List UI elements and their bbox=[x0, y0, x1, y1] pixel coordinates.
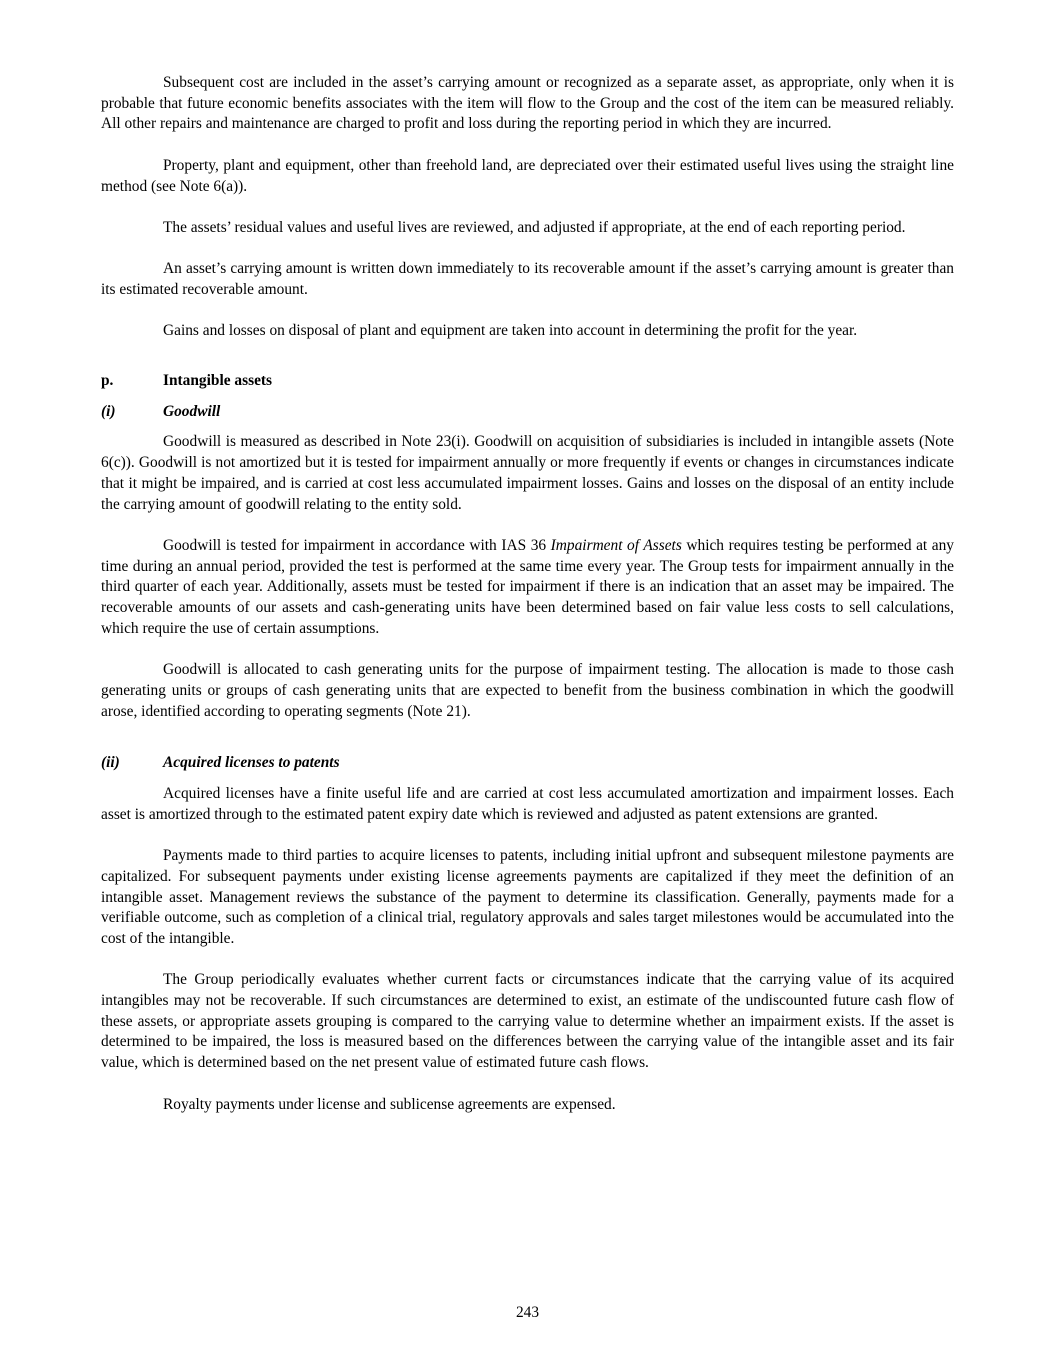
document-page bbox=[101, 73, 954, 1136]
paragraph-goodwill-allocation: Goodwill is allocated to cash generating units for the purpose of impairment testing. The allocation is made to those cash generating units or groups of cash generating units that are expected to benefit from the business combination in which the goodwill arose, identified according to operating segments (Note 21). bbox=[101, 661, 954, 720]
paragraph-goodwill-measured: Goodwill is measured as described in Note 23(i). Goodwill on acquisition of subsidiaries is included in intangible assets (Note 6(c)). Goodwill is not amortized but it is tested for impairment annually or more frequently if events or changes in circumstances indicate that it might be impaired, and is carried at cost less accumulated impairment losses. Gains and losses on the disposal of an entity include the carrying amount of goodwill relating to the entity sold. bbox=[101, 433, 954, 513]
subheading-licenses bbox=[101, 753, 954, 774]
paragraph-goodwill-impairment bbox=[101, 536, 954, 640]
subheading-goodwill bbox=[101, 402, 954, 423]
paragraph-licenses-payments: Payments made to third parties to acquire licenses to patents, including initial upfront and subsequent milestone payments are capitalized. For subsequent payments under existing license agreements payments are capitalized if they meet the definition of an intangible asset. Management reviews the substance of the payment to determine its classification. Generally, payments made for a verifiable outcome, such as completion of a clinical trial, regulatory approvals and sales target milestones would be accumulated into the cost of the intangible. bbox=[101, 847, 954, 947]
paragraph-subsequent-cost: Subsequent cost are included in the asset’s carrying amount or recognized as a separate asset, as appropriate, only when it is probable that future economic benefits associates with the item will flow to the Group and the cost of the item can be measured reliably. All other repairs and maintenance are charged to profit and loss during the reporting period in which they are incurred. bbox=[101, 74, 954, 133]
page-number: 243 bbox=[515, 1304, 540, 1321]
paragraph-licenses-evaluation: The Group periodically evaluates whether current facts or circumstances indicate that the carrying value of its acquired intangibles may not be recoverable. If such circumstances are determined to exist, an estimate of the undiscounted future cash flow of these assets, or appropriate assets grouping is compared to the carrying value to determine whether an impairment exists. If the asset is determined to be impaired, the loss is measured based on the differences between the carrying value of the intangible asset and its fair value, which is determined based on the net present value of estimated future cash flows. bbox=[101, 971, 954, 1072]
section-number: p. bbox=[101, 372, 114, 390]
text-run: Goodwill is tested for impairment in accordance with IAS 36 bbox=[163, 536, 551, 554]
paragraph-royalty: Royalty payments under license and sublicense agreements are expensed. bbox=[163, 1095, 616, 1113]
paragraph-residual-values: The assets’ residual values and useful lives are reviewed, and adjusted if appropriate, at the end of each reporting period. bbox=[163, 218, 906, 236]
subheading-title: Acquired licenses to patents bbox=[163, 754, 340, 772]
paragraph-gains-losses: Gains and losses on disposal of plant and equipment are taken into account in determining the profit for the year. bbox=[163, 322, 858, 340]
standard-title: Impairment of Assets bbox=[550, 536, 682, 554]
subheading-title: Goodwill bbox=[163, 402, 221, 420]
section-heading bbox=[101, 371, 954, 392]
subheading-number: (i) bbox=[101, 402, 116, 420]
paragraph-licenses-life: Acquired licenses have a finite useful life and are carried at cost less accumulated amortization and impairment losses. Each asset is amortized through to the estimated patent expiry date which is reviewed and adjusted as patent extensions are granted. bbox=[101, 785, 954, 823]
paragraph-carrying-amount: An asset’s carrying amount is written down immediately to its recoverable amount if the asset’s carrying amount is greater than its estimated recoverable amount. bbox=[101, 260, 954, 298]
text-run: which requires testing be performed at any time during an annual period, provided the test is performed at the same time every year. The Group tests for impairment annually in the third quarter of each year. Additionally, assets must be tested for impairment if there is an indication that an asset may be impaired. The recoverable amounts of our assets and cash-generating units have been determined based on fair value less costs to sell calculations, which require the use of certain assumptions. bbox=[101, 536, 954, 637]
paragraph-depreciation: Property, plant and equipment, other than freehold land, are depreciated over their estimated useful lives using the straight line method (see Note 6(a)). bbox=[101, 156, 954, 195]
subheading-number: (ii) bbox=[101, 754, 120, 772]
section-title: Intangible assets bbox=[163, 372, 273, 390]
